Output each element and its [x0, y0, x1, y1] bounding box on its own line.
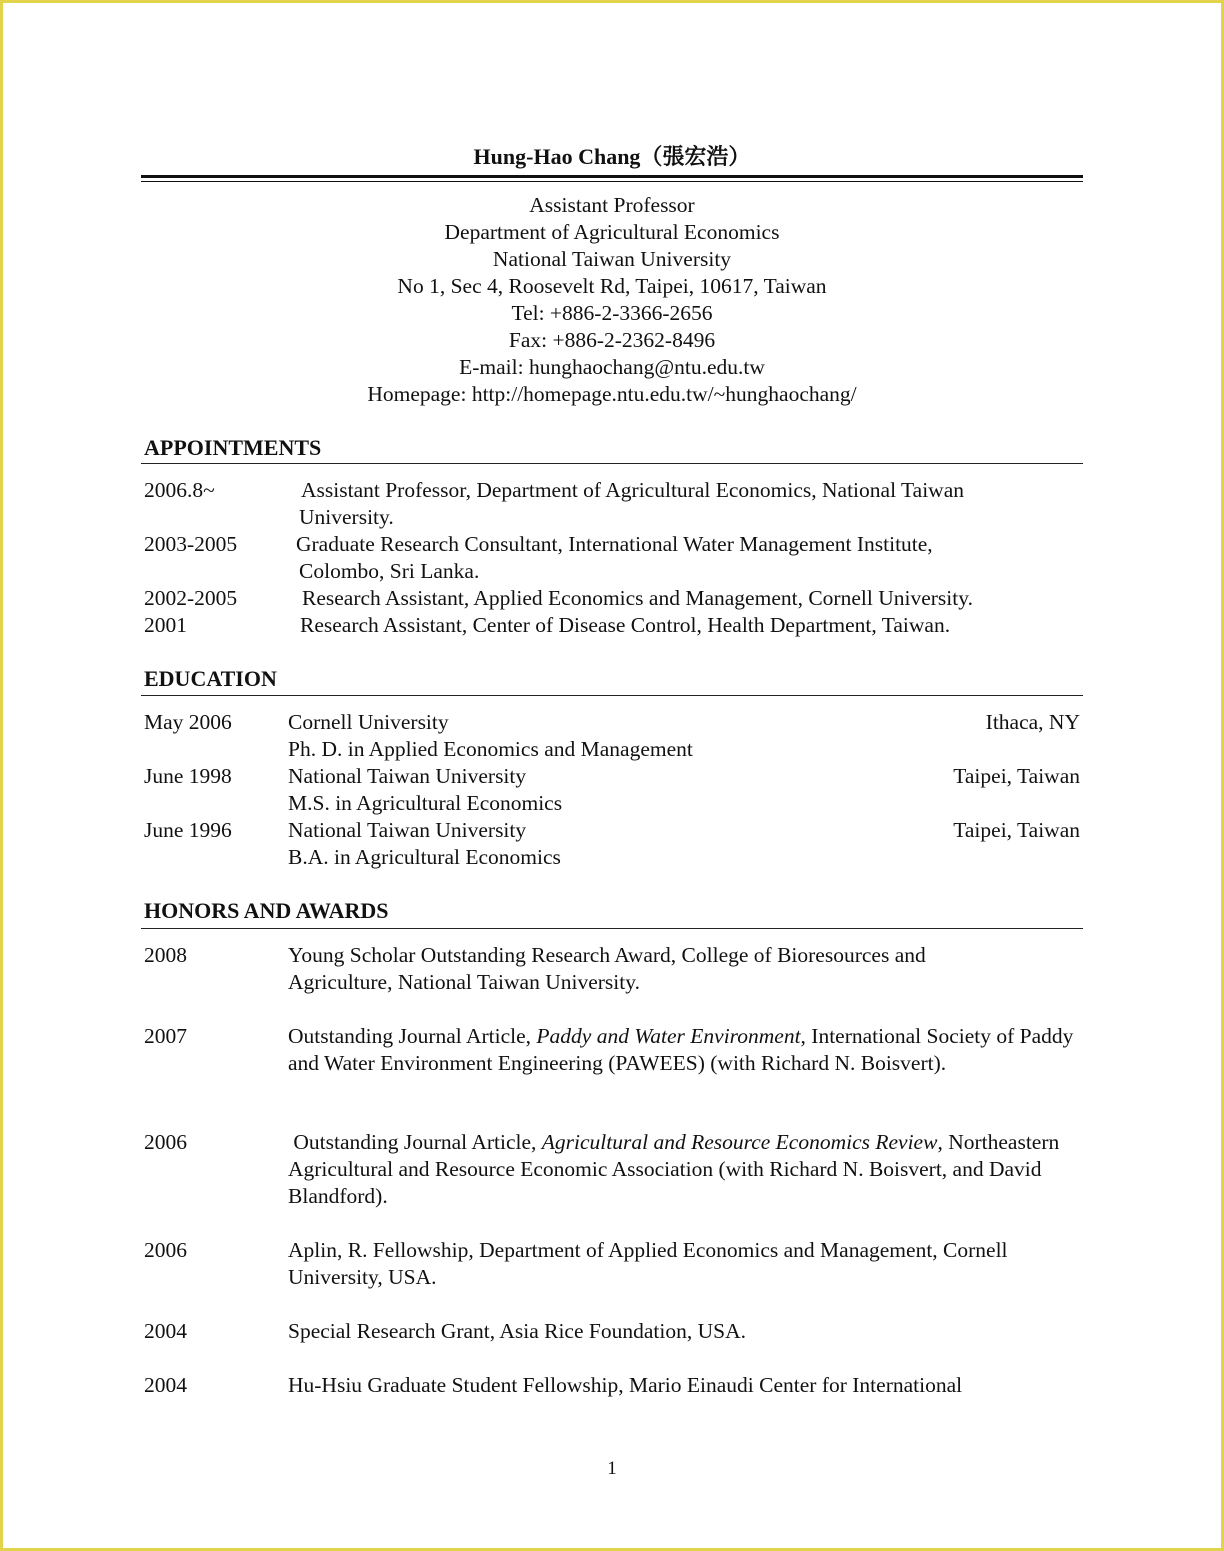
honor-desc [288, 1129, 1078, 1210]
education-degree: M.S. in Agricultural Economics [288, 791, 563, 815]
honor-year: 2004 [144, 1373, 187, 1397]
honors-heading: HONORS AND AWARDS [144, 898, 389, 923]
appointment-desc: Assistant Professor, Department of Agricultural Economics, National Taiwan [301, 478, 964, 502]
education-location: Taipei, Taiwan [953, 818, 1080, 842]
appointment-desc: Research Assistant, Center of Disease Control, Health Department, Taiwan. [300, 613, 951, 637]
contact-title: Assistant Professor [529, 193, 695, 217]
education-location: Ithaca, NY [985, 710, 1080, 734]
education-degree: B.A. in Agricultural Economics [288, 845, 561, 869]
education-date: June 1996 [144, 818, 232, 842]
contact-department: Department of Agricultural Economics [444, 220, 780, 244]
education-date: June 1998 [144, 764, 232, 788]
appointment-date: 2001 [144, 613, 187, 637]
honor-text: Outstanding Journal Article, [288, 1024, 537, 1048]
contact-university: National Taiwan University [492, 247, 732, 271]
appointment-date: 2002-2005 [144, 586, 238, 610]
contact-email: E-mail: hunghaochang@ntu.edu.tw [459, 355, 765, 379]
honor-year: 2008 [144, 943, 187, 967]
appointments-divider [141, 463, 1083, 464]
appointment-desc: Research Assistant, Applied Economics and Management, Cornell University. [302, 586, 973, 610]
honor-year: 2006 [144, 1130, 187, 1154]
header-divider [141, 175, 1083, 182]
honor-year: 2004 [144, 1319, 187, 1343]
education-divider [141, 695, 1083, 696]
education-school: National Taiwan University [288, 818, 527, 842]
page-number: 1 [607, 1458, 617, 1479]
education-location: Taipei, Taiwan [953, 764, 1080, 788]
contact-homepage: Homepage: http://homepage.ntu.edu.tw/~hunghaochang/ [367, 382, 857, 406]
honors-divider [141, 928, 1083, 929]
honor-text: Aplin, R. Fellowship, Department of Applied Economics and Management, Cornell University, USA. [288, 1238, 1008, 1289]
appointments-heading: APPOINTMENTS [144, 435, 322, 460]
education-date: May 2006 [144, 710, 232, 734]
contact-tel: Tel: +886-2-3366-2656 [511, 301, 713, 325]
appointment-date: 2003-2005 [144, 532, 238, 556]
honor-text: Young Scholar Outstanding Research Award, College of Bioresources and Agriculture, National Taiwan University. [288, 943, 926, 994]
honor-year: 2006 [144, 1238, 187, 1262]
honor-text-post: , International Society of Paddy and Water Environment Engineering (PAWEES) (with Richard N. Boisvert). [288, 1024, 1074, 1075]
cv-name: Hung-Hao Chang（張宏浩） [473, 144, 751, 169]
appointment-desc-cont: University. [299, 505, 394, 529]
honor-journal: Paddy and Water Environment [536, 1024, 801, 1048]
education-school: National Taiwan University [288, 764, 527, 788]
honor-desc [288, 1023, 1083, 1077]
education-school: Cornell University [288, 710, 449, 734]
appointment-desc-cont: Colombo, Sri Lanka. [299, 559, 480, 583]
honor-journal: Agricultural and Resource Economics Review [541, 1130, 938, 1154]
honor-text-post: , Northeastern Agricultural and Resource Economic Association (with Richard N. Boisvert, and David Blandford). [288, 1130, 1060, 1208]
education-heading: EDUCATION [144, 666, 277, 691]
honor-desc: Special Research Grant, Asia Rice Foundation, USA. [288, 1319, 746, 1343]
appointment-desc: Graduate Research Consultant, International Water Management Institute, [296, 532, 933, 556]
honor-text: Outstanding Journal Article, [293, 1130, 542, 1154]
honor-desc [288, 1237, 1028, 1291]
honor-desc [288, 942, 1008, 996]
contact-address: No 1, Sec 4, Roosevelt Rd, Taipei, 10617, Taiwan [397, 274, 827, 298]
contact-fax: Fax: +886-2-2362-8496 [508, 328, 716, 352]
honor-year: 2007 [144, 1024, 187, 1048]
education-degree: Ph. D. in Applied Economics and Management [288, 737, 693, 761]
contact-block [0, 192, 1224, 408]
appointment-date: 2006.8~ [144, 478, 215, 502]
honor-desc: Hu-Hsiu Graduate Student Fellowship, Mario Einaudi Center for International [288, 1373, 963, 1397]
